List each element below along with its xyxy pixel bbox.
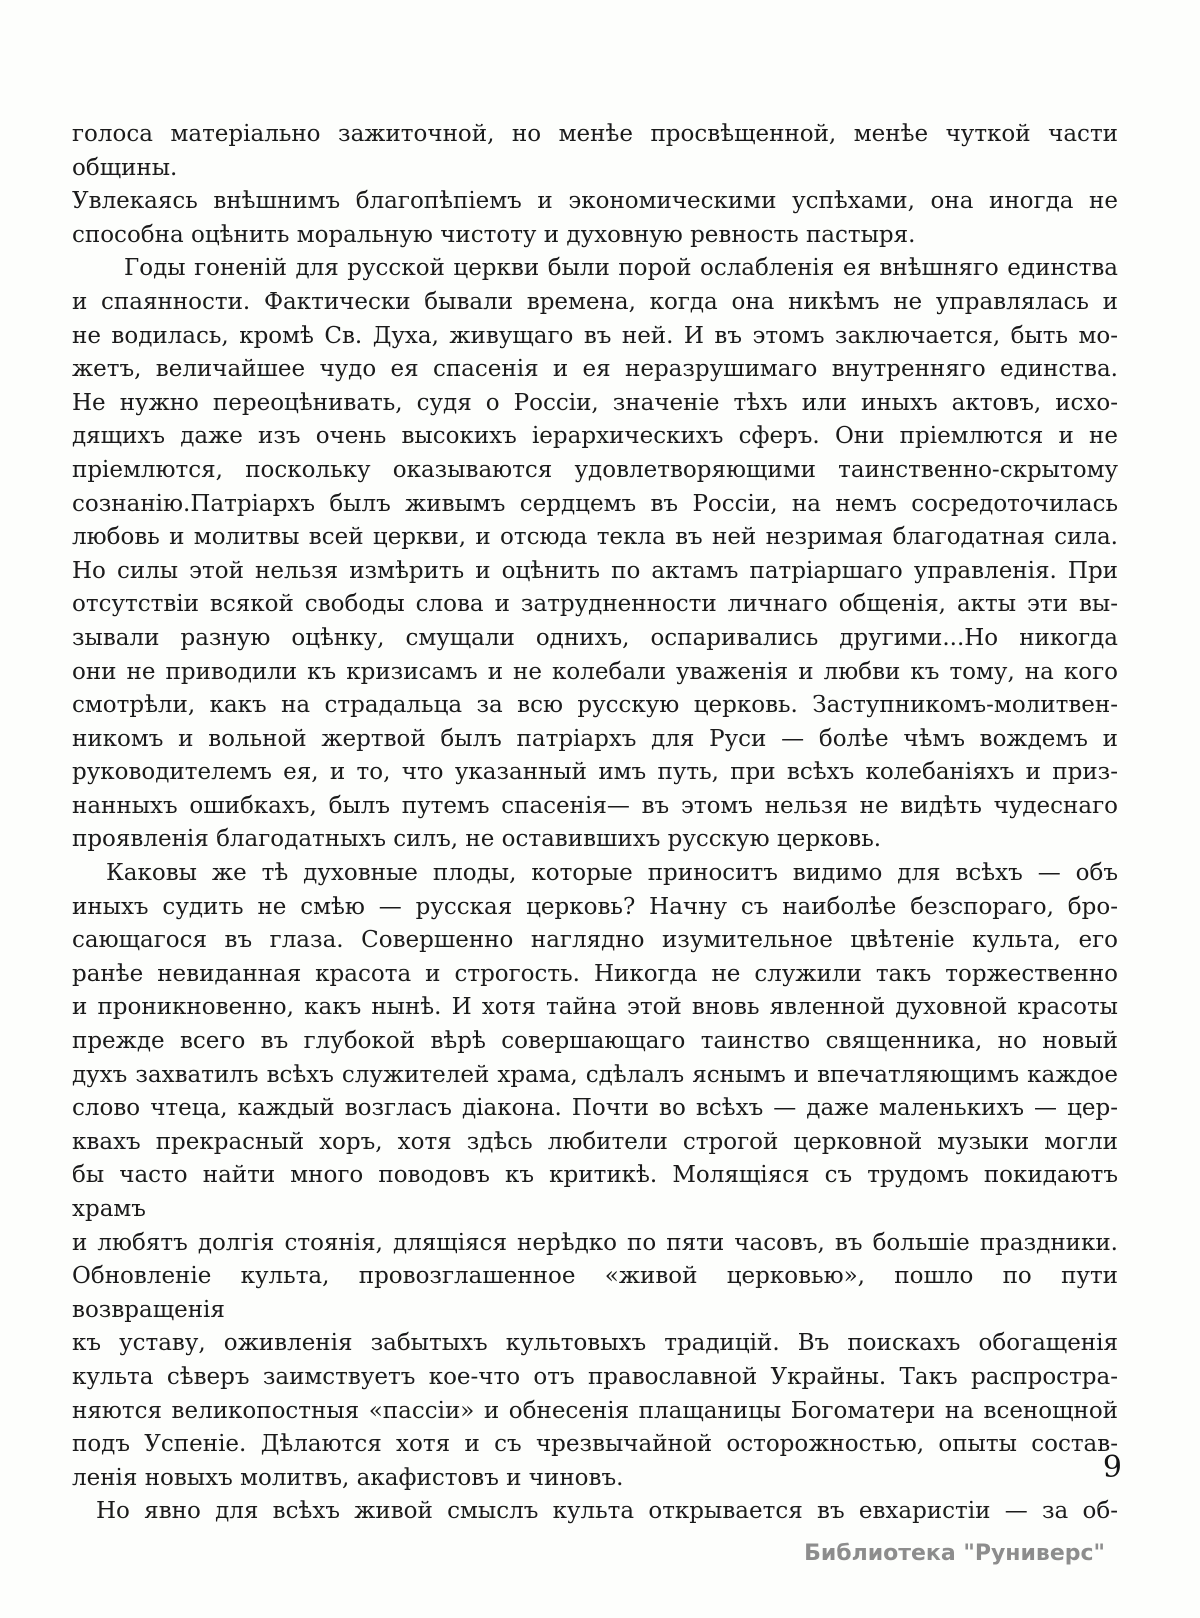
library-watermark: Библиотека "Руниверс" <box>804 1541 1105 1566</box>
text-line: Не нужно переоцѣнивать, судя о Россіи, значеніе тѣхъ или иныхъ актовъ, исхо- <box>72 389 1118 416</box>
text-line: культа сѣверъ заимствуетъ кое-что отъ православной Украйны. Такъ распростра- <box>72 1363 1118 1390</box>
text-line: руководителемъ ея, и то, что указанный имъ путь, при всѣхъ колебаніяхъ и приз- <box>72 759 1118 786</box>
text-line: смотрѣли, какъ на страдальца за всю русскую церковь. Заступникомъ-молитвен- <box>72 692 1118 719</box>
text-line: Увлекаясь внѣшнимъ благопѣпіемъ и экономическими успѣхами, она иногда не <box>72 188 1118 215</box>
paragraph <box>72 857 1118 1495</box>
text-line: сознанію.Патріархъ былъ живымъ сердцемъ въ Россіи, на немъ сосредоточилась <box>72 490 1118 517</box>
text-line: дящихъ даже изъ очень высокихъ іерархическихъ сферъ. Они пріемлются и не <box>72 423 1118 450</box>
body-text <box>72 118 1118 1529</box>
text-line: слово чтеца, каждый возгласъ діакона. Почти во всѣхъ — даже маленькихъ — цер- <box>72 1095 1118 1122</box>
page-number: 9 <box>1102 1450 1122 1485</box>
text-line: пріемлются, поскольку оказываются удовлетворяющими таинственно-скрытому <box>72 456 1118 483</box>
text-line: отсутствіи всякой свободы слова и затрудненности личнаго общенія, акты эти вы- <box>72 591 1118 618</box>
text-line: Обновленіе культа, провозглашенное «живой церковью», пошло по пути возвращенія <box>72 1263 1118 1323</box>
text-line: Каковы же тѣ духовные плоды, которые приноситъ видимо для всѣхъ — объ <box>106 860 1118 887</box>
text-line: способна оцѣнить моральную чистоту и духовную ревность пастыря. <box>72 221 916 248</box>
text-line: ленія новыхъ молитвъ, акафистовъ и чиновъ. <box>72 1464 624 1491</box>
text-line: ранѣе невиданная красота и строгость. Никогда не служили такъ торжественно <box>72 960 1118 987</box>
text-line: къ уставу, оживленія забытыхъ культовыхъ традицій. Въ поискахъ обогащенія <box>72 1330 1118 1357</box>
text-line: любовь и молитвы всей церкви, и отсюда текла въ ней незримая благодатная сила. <box>72 524 1118 551</box>
text-line: Годы гоненій для русской церкви были порой ослабленія ея внѣшняго единства <box>124 255 1118 282</box>
text-line: сающагося въ глаза. Совершенно наглядно изумительное цвѣтеніе культа, его <box>72 927 1118 954</box>
text-line: проявленія благодатныхъ силъ, не оставившихъ русскую церковь. <box>72 826 882 853</box>
text-line: и спаянности. Фактически бывали времена, когда она никѣмъ не управлялась и <box>72 288 1118 315</box>
text-line: прежде всего въ глубокой вѣрѣ совершающаго таинство священника, но новый <box>72 1028 1118 1055</box>
text-line: духъ захватилъ всѣхъ служителей храма, сдѣлалъ яснымъ и впечатляющимъ каждое <box>72 1061 1118 1088</box>
text-line: няются великопостныя «пассіи» и обнесенія плащаницы Богоматери на всенощной <box>72 1397 1118 1424</box>
text-line: и любятъ долгія стоянія, длящіяся нерѣдко по пяти часовъ, въ большіе праздники. <box>72 1229 1118 1256</box>
text-line: они не приводили къ кризисамъ и не колебали уваженія и любви къ тому, на кого <box>72 658 1118 685</box>
text-line: иныхъ судить не смѣю — русская церковь? Начну съ наиболѣе безспораго, бро- <box>72 893 1118 920</box>
paragraph <box>72 1495 1118 1529</box>
text-line: Но силы этой нельзя измѣрить и оцѣнить по актамъ патріаршаго управленія. При <box>72 557 1118 584</box>
text-line: никомъ и вольной жертвой былъ патріархъ для Руси — болѣе чѣмъ вождемъ и <box>72 725 1118 752</box>
text-line: нанныхъ ошибкахъ, былъ путемъ спасенія— въ этомъ нельзя не видѣть чудеснаго <box>72 792 1118 819</box>
text-line: Но явно для всѣхъ живой смыслъ культа открывается въ евхаристіи — за об- <box>96 1498 1118 1525</box>
text-line: голоса матеріально зажиточной, но менѣе просвѣщенной, менѣе чуткой части общины. <box>72 121 1118 181</box>
text-line: квахъ прекрасный хоръ, хотя здѣсь любители строгой церковной музыки могли <box>72 1128 1118 1155</box>
text-line: бы часто найти много поводовъ къ критикѣ. Молящіяся съ трудомъ покидаютъ храмъ <box>72 1162 1118 1222</box>
text-line: не водилась, кромѣ Св. Духа, живущаго въ ней. И въ этомъ заключается, быть мо- <box>72 322 1118 349</box>
text-line: жетъ, величайшее чудо ея спасенія и ея неразрушимаго внутренняго единства. <box>72 356 1118 383</box>
paragraph <box>72 252 1118 857</box>
text-line: подъ Успеніе. Дѣлаются хотя и съ чрезвычайной осторожностью, опыты состав- <box>72 1431 1118 1458</box>
paragraph <box>72 118 1118 252</box>
text-line: и проникновенно, какъ нынѣ. И хотя тайна этой вновь явленной духовной красоты <box>72 994 1118 1021</box>
text-line: зывали разную оцѣнку, смущали однихъ, оспаривались другими...Но никогда <box>72 624 1118 651</box>
